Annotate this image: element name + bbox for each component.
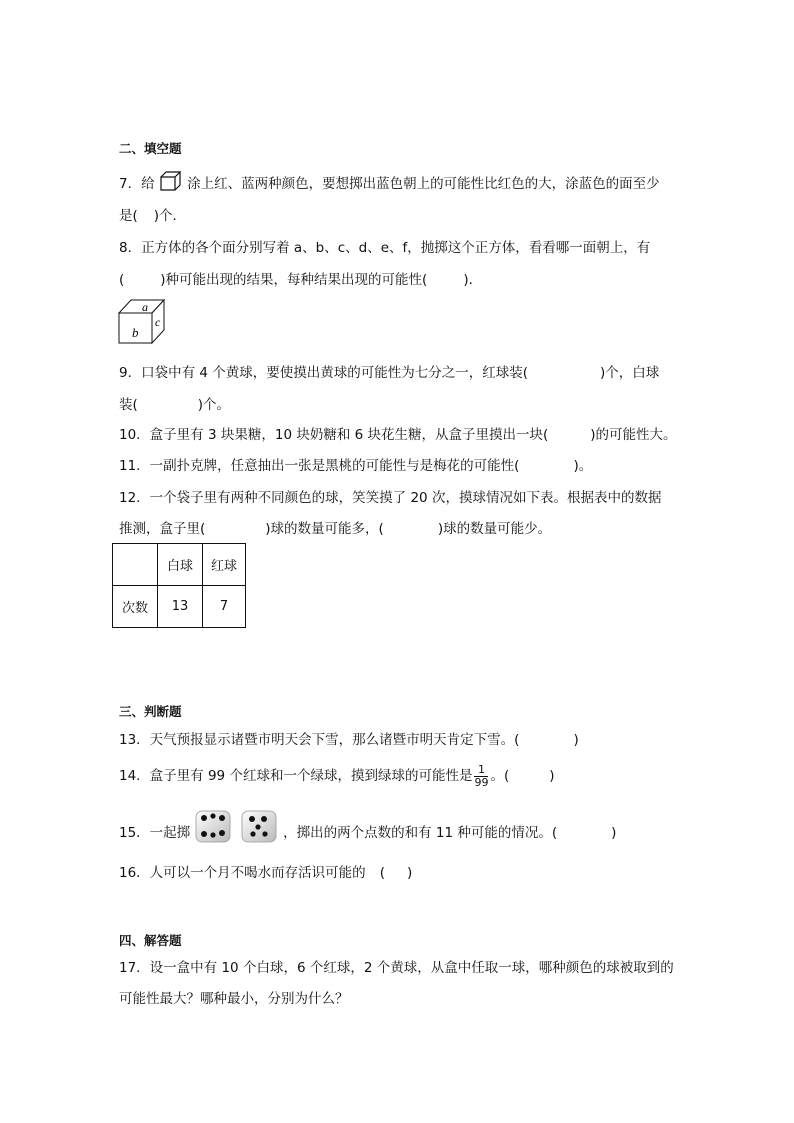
q9-text-b: )个，白球 bbox=[600, 365, 660, 381]
question-12-line-2 bbox=[119, 519, 551, 539]
table-header-cell bbox=[113, 544, 158, 586]
question-11 bbox=[119, 456, 592, 476]
q12-text-b: 推测，盒子里( bbox=[119, 521, 206, 537]
table-cell: 次数 bbox=[113, 586, 158, 628]
q11-text-a: 11．一副扑克牌，任意抽出一张是黑桃的可能性与是梅花的可能性( bbox=[119, 458, 520, 474]
q10-text-a: 10．盒子里有 3 块果糖，10 块奶糖和 6 块花生糖，从盒子里摸出一块( bbox=[119, 427, 549, 443]
table-cell: 13 bbox=[158, 586, 203, 628]
question-10 bbox=[119, 425, 677, 445]
question-13 bbox=[119, 730, 579, 750]
q12-text-c: )球的数量可能多，( bbox=[265, 521, 384, 537]
lettered-cube-figure bbox=[118, 297, 168, 345]
question-9-line-1 bbox=[119, 363, 659, 383]
fraction-numerator: 1 bbox=[474, 764, 488, 777]
ball-count-table bbox=[112, 543, 246, 628]
cube-face-c: c bbox=[155, 315, 161, 329]
question-15 bbox=[119, 808, 616, 858]
question-7-line-1 bbox=[119, 170, 660, 198]
table-cell: 7 bbox=[203, 586, 246, 628]
q8-text-d: )． bbox=[463, 272, 483, 288]
q7-text-a: 7．给 bbox=[119, 176, 155, 192]
q13-text-b: ) bbox=[573, 732, 579, 748]
fraction bbox=[474, 764, 488, 789]
cube-face-a: a bbox=[142, 300, 148, 314]
section-title-fill: 二、填空题 bbox=[119, 141, 182, 156]
question-17-line-2: 可能性最大？哪种最小，分别为什么？ bbox=[119, 991, 349, 1007]
q15-text-b: ，掷出的两个点数的和有 11 种可能的情况。( bbox=[283, 825, 558, 841]
q9-text-d: )个。 bbox=[197, 397, 231, 413]
q14-text-a: 14．盒子里有 99 个红球和一个绿球，摸到绿球的可能性是 bbox=[119, 768, 473, 784]
question-8-line-1: 8．正方体的各个面分别写着 a、b、c、d、e、f，抛掷这个正方体，看看哪一面朝上，有 bbox=[119, 240, 651, 256]
question-8-line-2 bbox=[119, 270, 482, 290]
q14-text-b: 。( bbox=[490, 768, 510, 784]
q15-text-a: 15．一起掷 bbox=[119, 825, 191, 841]
cube-icon bbox=[159, 170, 183, 198]
section-title-answer: 四、解答题 bbox=[119, 933, 182, 948]
question-17-line-1: 17．设一盒中有 10 个白球，6 个红球，2 个黄球，从盒中任取一球，哪种颜色的球被取到的 bbox=[119, 960, 674, 976]
q8-text-b: ( bbox=[119, 272, 125, 288]
section-title-judge: 三、判断题 bbox=[119, 704, 182, 719]
q8-text-c: )种可能出现的结果，每种结果出现的可能性( bbox=[160, 272, 428, 288]
question-14 bbox=[119, 763, 555, 789]
question-7-line-2 bbox=[119, 206, 186, 226]
q15-text-c: ) bbox=[611, 825, 617, 841]
question-16 bbox=[119, 863, 412, 883]
table-row bbox=[113, 586, 246, 628]
q7-text-c: 是( bbox=[119, 208, 138, 224]
table-header-cell: 白球 bbox=[158, 544, 203, 586]
q10-text-b: )的可能性大。 bbox=[590, 427, 677, 443]
q12-text-d: )球的数量可能少。 bbox=[437, 521, 552, 537]
q14-text-c: ) bbox=[549, 768, 555, 784]
dice-icon bbox=[194, 808, 234, 858]
q16-text-b: ( bbox=[379, 865, 385, 881]
dice-icon bbox=[239, 808, 279, 858]
q7-text-b: 涂上红、蓝两种颜色，要想掷出蓝色朝上的可能性比红色的大，涂蓝色的面至少 bbox=[187, 176, 660, 192]
q9-text-a: 9．口袋中有 4 个黄球，要使摸出黄球的可能性为七分之一，红球装( bbox=[119, 365, 529, 381]
q16-text-c: ) bbox=[406, 865, 413, 881]
q7-text-d: )个． bbox=[153, 208, 187, 224]
table-header-cell: 红球 bbox=[203, 544, 246, 586]
q9-text-c: 装( bbox=[119, 397, 138, 413]
fraction-denominator: 99 bbox=[474, 775, 489, 789]
cube-face-b: b bbox=[132, 325, 139, 340]
table-header-row bbox=[113, 544, 246, 586]
q16-text-a: 16．人可以一个月不喝水而存活识可能的 bbox=[119, 865, 366, 881]
q13-text-a: 13．天气预报显示诸暨市明天会下雪，那么诸暨市明天肯定下雪。( bbox=[119, 732, 520, 748]
question-12-line-1: 12．一个袋子里有两种不同颜色的球，笑笑摸了 20 次，摸球情况如下表。根据表中的数据 bbox=[119, 490, 662, 506]
question-9-line-2 bbox=[119, 395, 230, 415]
q11-text-b: )。 bbox=[573, 458, 593, 474]
